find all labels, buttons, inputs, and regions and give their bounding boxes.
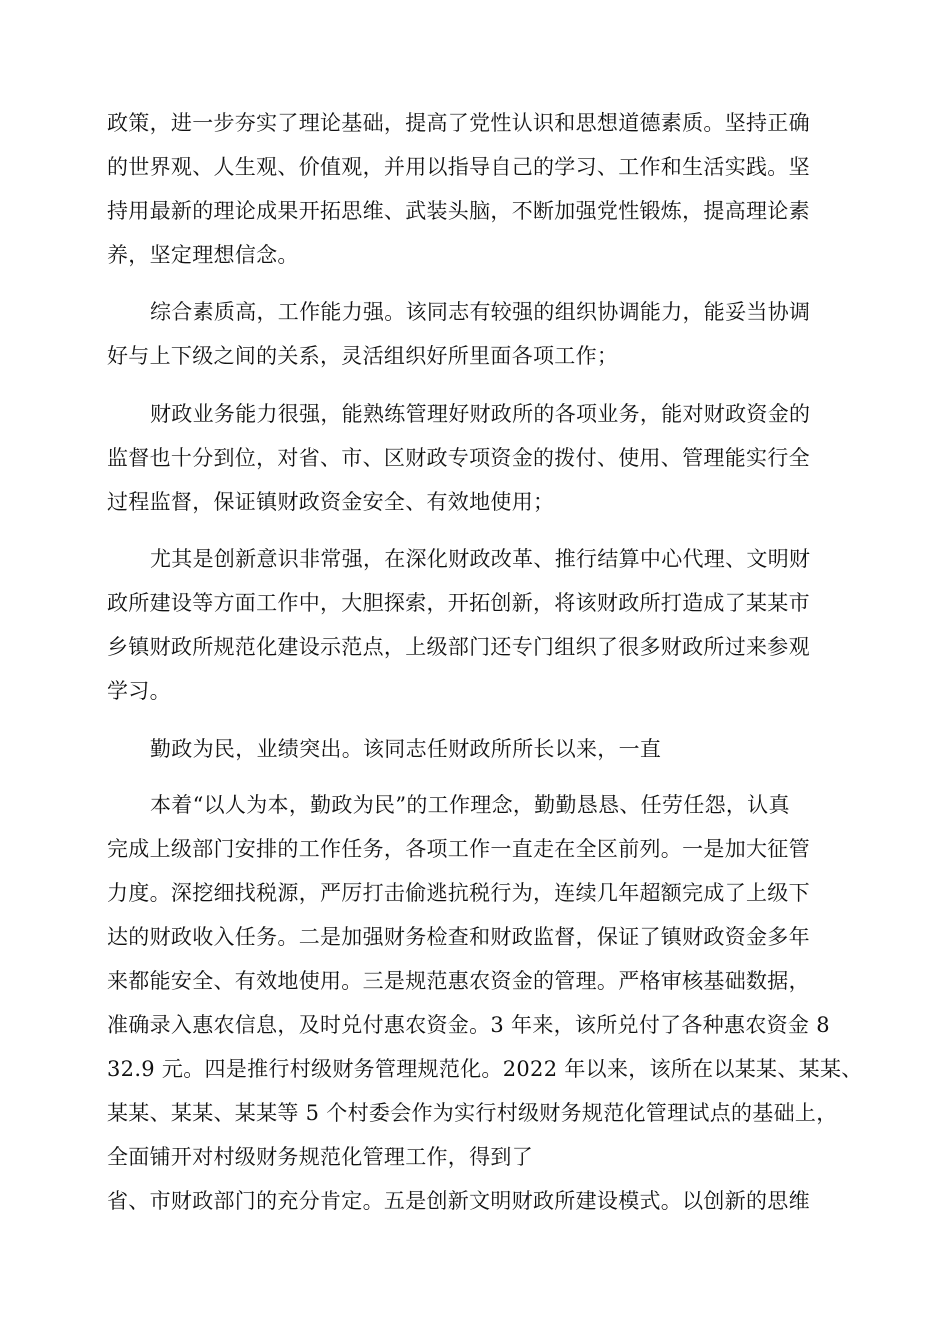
text-line: 的世界观、人生观、价值观，并用以指导自己的学习、工作和生活实践。坚 bbox=[107, 155, 810, 179]
text-line: 全面铺开对村级财务规范化管理工作，得到了 bbox=[107, 1145, 533, 1169]
text-line: 过程监督，保证镇财政资金安全、有效地使用； bbox=[107, 490, 555, 514]
text-line: 监督也十分到位，对省、市、区财政专项资金的拨付、使用、管理能实行全 bbox=[107, 446, 810, 470]
text-line: 养，坚定理想信念。 bbox=[107, 243, 299, 267]
text-line: 准确录入惠农信息，及时兑付惠农资金。3 年来，该所兑付了各种惠农资金 8 bbox=[107, 1013, 830, 1037]
text-line: 好与上下级之间的关系，灵活组织好所里面各项工作； bbox=[107, 344, 619, 368]
text-line: 32.9 元。四是推行村级财务管理规范化。2022 年以来，该所在以某某、某某、 bbox=[107, 1057, 863, 1081]
text-line: 综合素质高，工作能力强。该同志有较强的组织协调能力，能妥当协调 bbox=[150, 300, 811, 324]
text-line: 达的财政收入任务。二是加强财务检查和财政监督，保证了镇财政资金多年 bbox=[107, 925, 810, 949]
text-line: 政所建设等方面工作中，大胆探索，开拓创新，将该财政所打造成了某某市 bbox=[107, 591, 810, 615]
text-line: 政策，进一步夯实了理论基础，提高了党性认识和思想道德素质。坚持正确 bbox=[107, 111, 810, 135]
text-line: 财政业务能力很强，能熟练管理好财政所的各项业务，能对财政资金的 bbox=[150, 402, 811, 426]
text-line: 勤政为民，业绩突出。该同志任财政所所长以来，一直 bbox=[150, 737, 662, 761]
text-line: 某某、某某、某某等 5 个村委会作为实行村级财务规范化管理试点的基础上， bbox=[107, 1101, 838, 1125]
text-line: 本着“以人为本，勤政为民”的工作理念，勤勤恳恳、任劳任怨，认真 bbox=[150, 793, 790, 817]
text-line: 来都能安全、有效地使用。三是规范惠农资金的管理。严格审核基础数据， bbox=[107, 969, 810, 993]
text-line: 尤其是创新意识非常强，在深化财政改革、推行结算中心代理、文明财 bbox=[150, 547, 811, 571]
text-line: 学习。 bbox=[107, 679, 171, 703]
text-line: 力度。深挖细找税源，严厉打击偷逃抗税行为，连续几年超额完成了上级下 bbox=[107, 881, 810, 905]
text-line: 完成上级部门安排的工作任务，各项工作一直走在全区前列。一是加大征管 bbox=[107, 837, 810, 861]
text-line: 持用最新的理论成果开拓思维、武装头脑，不断加强党性锻炼，提高理论素 bbox=[107, 199, 810, 223]
text-line: 乡镇财政所规范化建设示范点，上级部门还专门组织了很多财政所过来参观 bbox=[107, 635, 810, 659]
text-line: 省、市财政部门的充分肯定。五是创新文明财政所建设模式。以创新的思维 bbox=[107, 1189, 810, 1213]
